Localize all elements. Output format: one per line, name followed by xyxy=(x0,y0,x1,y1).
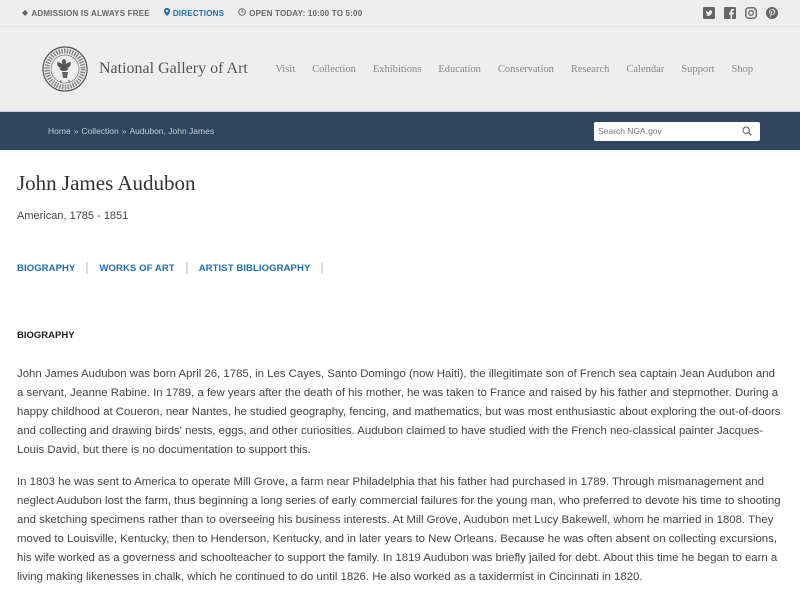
search-box xyxy=(594,122,760,141)
artist-nationality-dates: American, 1785 - 1851 xyxy=(17,210,129,222)
directions-text: DIRECTIONS xyxy=(172,8,225,18)
tab-divider xyxy=(86,262,88,274)
section-tabs xyxy=(17,262,783,274)
instagram-icon[interactable] xyxy=(745,7,757,19)
map-pin-icon xyxy=(164,8,170,18)
search-icon[interactable] xyxy=(742,126,752,136)
search-input[interactable] xyxy=(598,126,728,136)
gallery-seal-icon xyxy=(41,45,89,93)
nav-item-visit[interactable]: Visit xyxy=(275,63,296,75)
social-links xyxy=(703,7,778,19)
nav-item-exhibitions[interactable]: Exhibitions xyxy=(372,63,422,75)
twitter-icon[interactable] xyxy=(703,7,715,19)
utility-info xyxy=(22,8,362,18)
breadcrumb xyxy=(48,126,214,136)
clock-icon xyxy=(238,8,246,18)
facebook-icon[interactable] xyxy=(724,7,736,19)
nav-item-calendar[interactable]: Calendar xyxy=(626,63,665,75)
nav-item-shop[interactable]: Shop xyxy=(731,63,754,75)
hours-text: OPEN TODAY: 10:00 TO 5:00 xyxy=(249,8,363,18)
tab-works-of-art[interactable]: WORKS OF ART xyxy=(99,262,175,274)
logo-text: National Gallery of Art xyxy=(99,60,248,77)
nav-item-collection[interactable]: Collection xyxy=(312,63,356,75)
page-title: John James Audubon xyxy=(17,171,196,195)
nav-item-support[interactable]: Support xyxy=(681,63,715,75)
utility-bar xyxy=(0,0,800,27)
biography-text xyxy=(17,365,783,587)
pinterest-icon[interactable] xyxy=(766,7,778,19)
biography-paragraph: John James Audubon was born April 26, 1785, in Les Cayes, Santo Domingo (now Haiti), the illegitimate son of French sea captain Jean Audubon and a servant, Jeanne Rabine. In 1789, a few years after the death of his mother, he was taken to France and raised by his father and stepmother. During a happy childhood at Coueron, near Nantes, he studied geography, fencing, and mathematics, but was most enthusiastic about exploring the out-of-doors and collecting and drawing birds' nests, eggs, and other curiosities. Audubon claimed to have studied with the French neo-classical painter Jacques-Louis David, but there is no documentation to support this. xyxy=(17,368,781,456)
breadcrumb-separator: » xyxy=(121,126,127,136)
biography-paragraph: In 1803 he was sent to America to operate Mill Grove, a farm near Philadelphia that his father had purchased in 1789. Through mismanagement and neglect Audubon lost the farm, thus beginning a long series of early commercial failures for the young man, who preferred to devote his time to shooting and sketching specimens rather than to overseeing his business interests. At Mill Grove, Audubon met Lucy Bakewell, whom he married in 1808. They moved to Louisville, Kentucky, then to Henderson, Kentucky, and in later years to New Orleans. Because he was often absent on collecting excursions, his wife worked as a governess and schoolteacher to support the family. In 1819 Audubon was briefly jailed for debt. About this time he began to earn a living making likenesses in chalk, which he continued to do until 1826. He also worked as a taxidermist in Cincinnati in 1820. xyxy=(17,476,781,583)
site-header xyxy=(0,27,800,111)
admission-text: ADMISSION IS ALWAYS FREE xyxy=(31,8,150,18)
tab-divider xyxy=(186,262,188,274)
tab-biography[interactable]: BIOGRAPHY xyxy=(17,262,76,274)
site-logo[interactable] xyxy=(41,45,267,93)
directions-link[interactable] xyxy=(164,8,224,18)
nav-item-research[interactable]: Research xyxy=(570,63,610,75)
ticket-icon: ◆ xyxy=(22,8,29,17)
hours-info xyxy=(238,8,362,18)
biography-heading: BIOGRAPHY xyxy=(17,330,75,341)
tab-divider xyxy=(321,262,323,274)
breadcrumb-bar xyxy=(0,111,800,150)
nav-item-conservation[interactable]: Conservation xyxy=(497,63,554,75)
breadcrumb-home[interactable]: Home xyxy=(48,126,71,136)
nav-item-education[interactable]: Education xyxy=(438,63,481,75)
tab-artist-bibliography[interactable]: ARTIST BIBLIOGRAPHY xyxy=(198,262,311,274)
main-nav xyxy=(267,64,762,75)
admission-info xyxy=(22,9,150,18)
breadcrumb-separator: » xyxy=(73,126,79,136)
breadcrumb-current[interactable]: Audubon, John James xyxy=(129,126,215,136)
main-content xyxy=(0,171,800,587)
breadcrumb-collection[interactable]: Collection xyxy=(81,126,119,136)
